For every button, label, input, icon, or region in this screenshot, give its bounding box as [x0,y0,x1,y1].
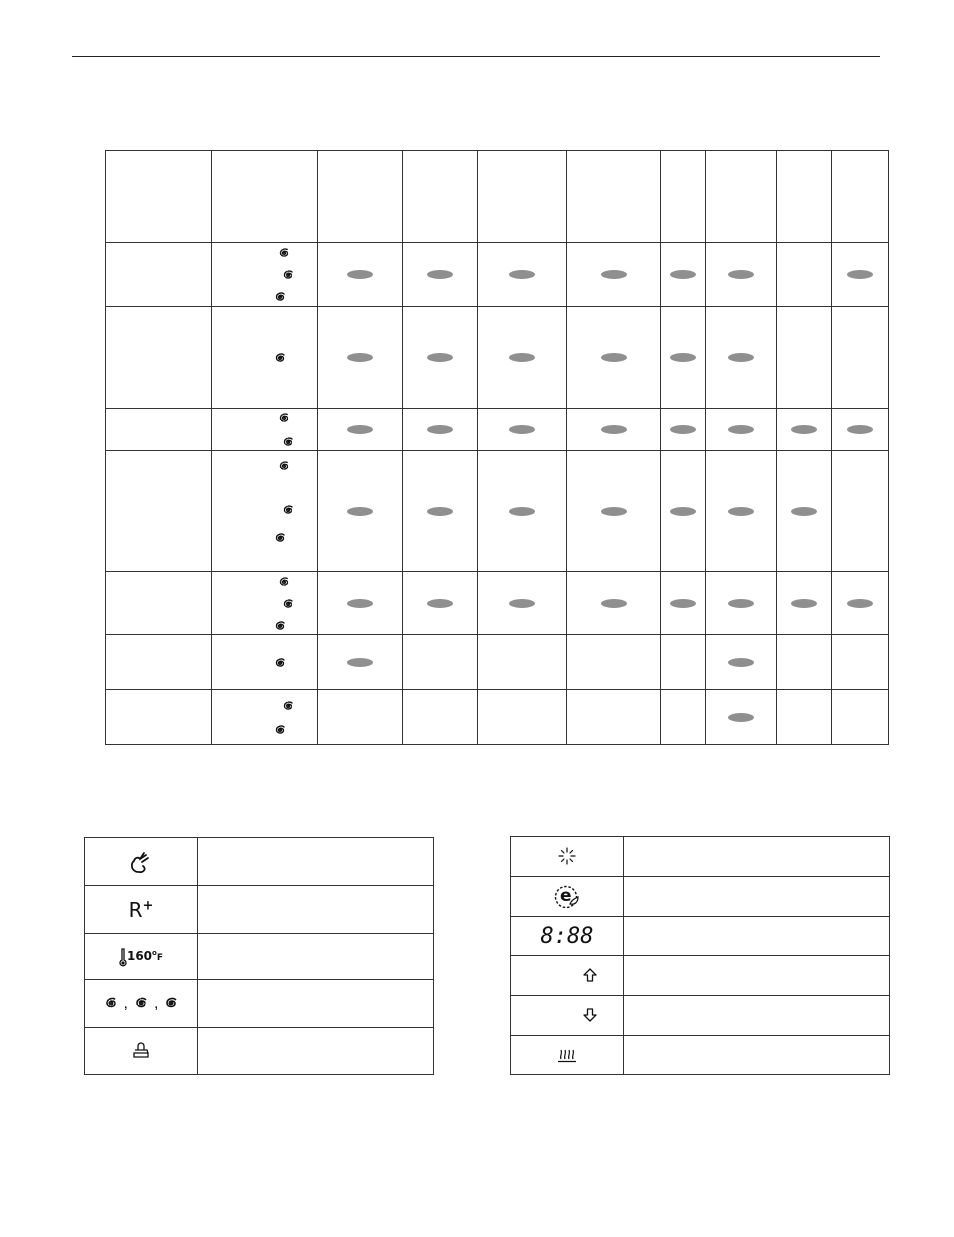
option-cell [478,690,567,745]
available-marker [601,599,627,608]
cycle-name-cell [106,451,212,572]
option-cell [318,307,403,409]
option-cell [661,307,706,409]
legend-row [511,996,890,1036]
option-cell [661,635,706,690]
legend-icon-cell [85,1028,198,1075]
eco-icon: e [554,884,580,910]
option-cell [706,243,777,307]
available-marker [791,425,817,434]
cycle-name-cell [106,635,212,690]
available-marker [427,425,453,434]
available-marker [601,353,627,362]
available-marker [347,658,373,667]
soil-heavy-icon [273,723,287,737]
soil-level-cell [212,307,318,409]
option-cell [832,451,889,572]
option-cell [832,307,889,409]
legend-icon-cell [85,934,198,980]
option-cell [832,690,889,745]
available-marker [728,270,754,279]
available-marker [347,353,373,362]
option-cell [832,572,889,635]
soil-level-cell [212,451,318,572]
option-cell [403,690,478,745]
available-marker [728,713,754,722]
legend-row [511,1036,890,1075]
available-marker [791,599,817,608]
available-marker [728,425,754,434]
option-cell [478,243,567,307]
available-marker [728,658,754,667]
rinse-plus-icon: R+ [128,897,154,922]
soil-level-cell [212,635,318,690]
option-cell [403,307,478,409]
option-cell [777,243,832,307]
option-cell [706,690,777,745]
available-marker [601,270,627,279]
header-cell [318,151,403,243]
available-marker [347,425,373,434]
soil-heavy-icon [163,995,179,1011]
legend-row [511,837,890,877]
legend-icon-cell [511,996,624,1036]
legend-desc-cell [198,1028,434,1075]
thermometer-160f-icon: 160$^o$F [119,949,163,963]
available-marker [847,599,873,608]
option-cell [777,307,832,409]
option-cell [318,451,403,572]
table-row [106,572,889,635]
legend-icon-cell [511,837,624,877]
header-cell [661,151,706,243]
soil-heavy-icon [273,351,287,365]
soil-light-icon [277,575,291,589]
legend-desc-cell [624,1036,890,1075]
option-cell [403,409,478,451]
header-cell [706,151,777,243]
header-cell [403,151,478,243]
cycle-name-cell [106,690,212,745]
option-cell [318,635,403,690]
available-marker [670,353,696,362]
available-marker [670,270,696,279]
soil-light-icon [277,411,291,425]
table-row [106,409,889,451]
option-cell [706,572,777,635]
sparkle-icon [558,847,576,865]
option-cell [478,572,567,635]
option-cell [478,635,567,690]
available-marker [728,353,754,362]
option-cell [318,690,403,745]
legend-desc-cell [624,917,890,956]
available-marker [509,270,535,279]
soil-medium-icon [281,699,295,713]
option-cell [832,409,889,451]
legend-row [85,980,434,1028]
option-cell [777,572,832,635]
option-cell [403,451,478,572]
separator: , [154,994,159,1012]
header-cell [106,151,212,243]
cycle-name-cell [106,243,212,307]
table-row [106,635,889,690]
soil-level-cell [212,243,318,307]
legend-desc-cell [624,837,890,877]
legend-desc-cell [624,956,890,996]
legend-desc-cell [198,934,434,980]
soil-medium-icon [281,435,295,449]
option-cell [403,243,478,307]
option-cell [777,635,832,690]
available-marker [509,425,535,434]
option-cell [567,572,661,635]
available-marker [427,270,453,279]
available-marker [728,599,754,608]
option-cell [403,572,478,635]
option-cell [777,690,832,745]
option-cell [567,307,661,409]
option-cell [832,243,889,307]
option-cell [661,690,706,745]
soil-medium-icon [281,503,295,517]
header-cell [777,151,832,243]
header-cell [478,151,567,243]
available-marker [347,507,373,516]
option-cell [318,409,403,451]
option-cell [478,409,567,451]
header-rule [72,56,880,57]
soil-level-cell [212,690,318,745]
legend-icon-cell [85,838,198,886]
option-cell [706,409,777,451]
option-cell [832,635,889,690]
legend-row [85,934,434,980]
legend-row [85,1028,434,1075]
soil-light-icon [277,459,291,473]
option-cell [318,243,403,307]
option-cell [661,572,706,635]
soil-heavy-icon [273,290,287,304]
available-marker [670,425,696,434]
heated-dry-icon [557,1046,577,1064]
legend-icon-cell [85,886,198,934]
soil-medium-icon [281,268,295,282]
legend-row [85,838,434,886]
header-cell [212,151,318,243]
digital-display-icon: 8:88 [540,923,594,949]
cycle-name-cell [106,307,212,409]
option-cell [661,409,706,451]
option-cell [567,243,661,307]
legend-desc-cell [624,877,890,917]
soil-medium-icon [281,597,295,611]
option-cell [478,307,567,409]
available-marker [601,425,627,434]
table-row [106,307,889,409]
legend-desc-cell [198,980,434,1028]
option-cell [567,451,661,572]
option-cell [403,635,478,690]
header-cell [567,151,661,243]
soil-heavy-icon [273,619,287,633]
table-row [106,243,889,307]
available-marker [601,507,627,516]
soil-level-cell [212,572,318,635]
legend-row [511,956,890,996]
option-cell [706,635,777,690]
soil-level-cell [212,409,318,451]
steam-hand-icon [129,849,153,875]
option-cell [661,243,706,307]
legend-icon-cell [85,980,198,1028]
legend-icon-cell [511,956,624,996]
option-cell [567,635,661,690]
soil-levels-icon [98,995,185,1012]
soil-light-icon [277,246,291,260]
up-arrow-icon [582,967,598,983]
separator: , [123,994,128,1012]
option-cell [567,690,661,745]
legend-icon-cell [511,877,624,917]
table-row [106,451,889,572]
option-cell [318,572,403,635]
option-cell [478,451,567,572]
down-arrow-icon [582,1007,598,1023]
available-marker [728,507,754,516]
soil-medium-icon [133,995,149,1011]
header-cell [832,151,889,243]
soil-light-icon [103,995,119,1011]
legend-table-left [84,837,434,1075]
cycle-name-cell [106,409,212,451]
legend-desc-cell [624,996,890,1036]
legend-desc-cell [198,838,434,886]
available-marker [847,425,873,434]
table-row [106,690,889,745]
option-cell [567,409,661,451]
table-header-row [106,151,889,243]
available-marker [847,270,873,279]
available-marker [509,353,535,362]
available-marker [347,599,373,608]
available-marker [670,507,696,516]
option-cell [661,451,706,572]
available-marker [509,507,535,516]
available-marker [427,353,453,362]
soil-heavy-icon [273,531,287,545]
available-marker [347,270,373,279]
available-marker [509,599,535,608]
legend-row [85,886,434,934]
option-cell [706,307,777,409]
legend-row [511,877,890,917]
legend-row [511,917,890,956]
option-cell [777,451,832,572]
legend-desc-cell [198,886,434,934]
available-marker [791,507,817,516]
available-marker [427,507,453,516]
available-marker [670,599,696,608]
legend-icon-cell [511,917,624,956]
option-cell [706,451,777,572]
option-cell [777,409,832,451]
available-marker [427,599,453,608]
dispenser-lock-icon [132,1042,150,1060]
legend-table-right [510,836,890,1075]
cycle-name-cell [106,572,212,635]
soil-heavy-icon [273,656,287,670]
legend-icon-cell [511,1036,624,1075]
cycle-options-table [105,150,889,745]
